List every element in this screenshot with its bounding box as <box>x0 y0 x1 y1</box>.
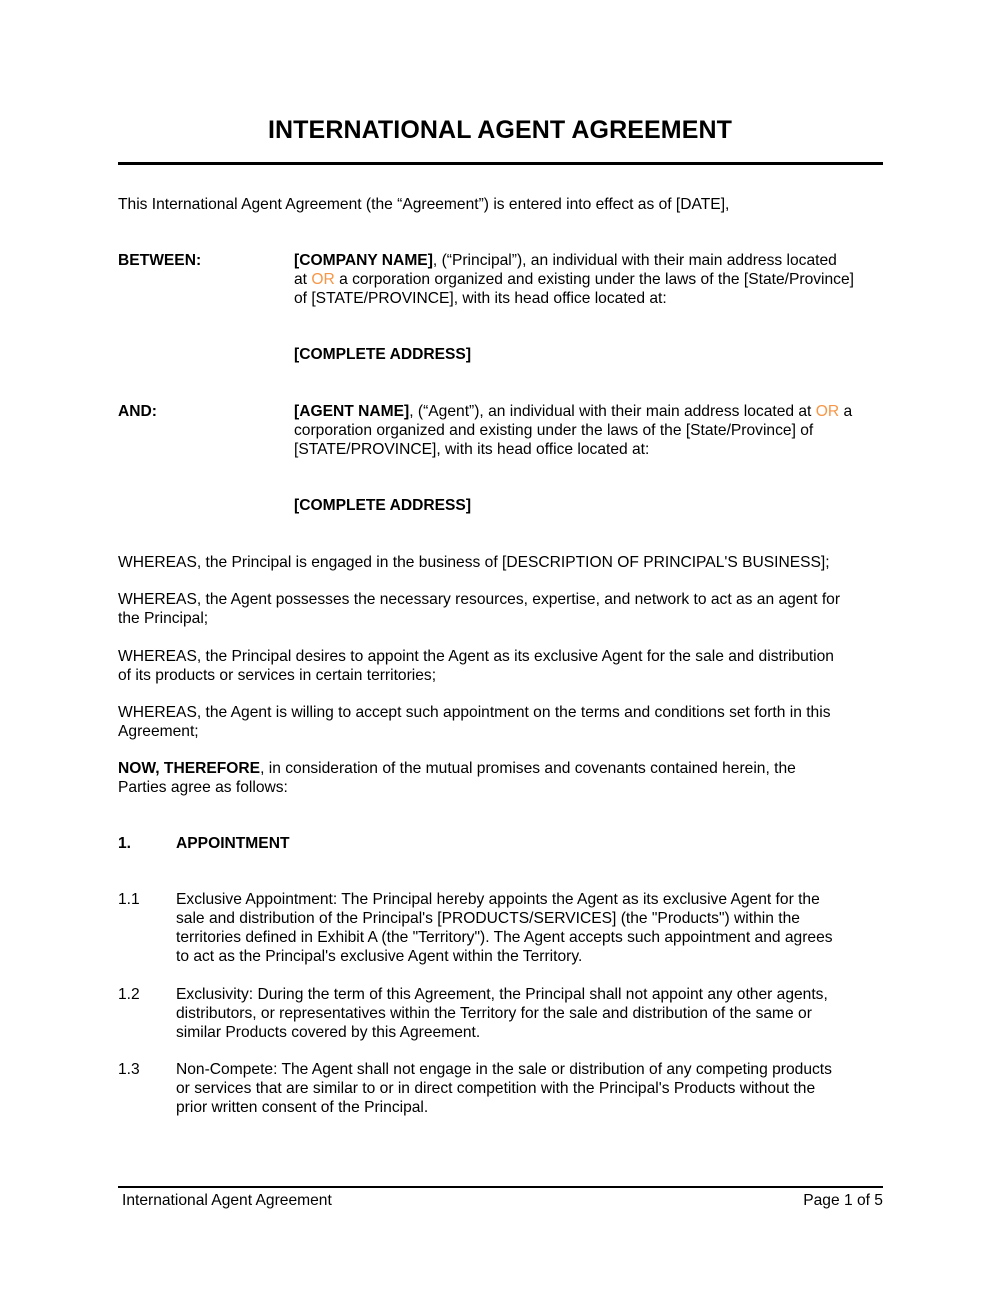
party-line: [STATE/PROVINCE], with its head office located at: <box>294 441 650 458</box>
clause-line: Exclusive Appointment: The Principal hereby appoints the Agent as its exclusive Agent for the <box>176 891 820 908</box>
party-name: [AGENT NAME] <box>294 403 410 420</box>
footer-divider <box>118 1186 883 1188</box>
clause-line: similar Products covered by this Agreement. <box>176 1024 481 1041</box>
clause-line: sale and distribution of the Principal's [PRODUCTS/SERVICES] (the "Products") within the <box>176 910 800 927</box>
clause-line: Non-Compete: The Agent shall not engage in the sale or distribution of any competing products <box>176 1061 832 1078</box>
section-number: 1. <box>118 835 132 852</box>
party-address: [COMPLETE ADDRESS] <box>294 497 472 514</box>
clause-number: 1.3 <box>118 1061 140 1078</box>
or-placeholder: OR <box>815 403 840 420</box>
recital-line: Agreement; <box>118 723 199 740</box>
party-line: [AGENT NAME], (“Agent”), an individual with their main address located at OR a <box>294 403 853 420</box>
clause-number: 1.2 <box>118 986 140 1003</box>
footer-document-name: International Agent Agreement <box>122 1192 332 1209</box>
recital-line: WHEREAS, the Agent is willing to accept such appointment on the terms and conditions set forth in this <box>118 704 831 721</box>
party-line: [COMPANY NAME], (“Principal”), an individual with their main address located <box>294 252 837 269</box>
party-name: [COMPANY NAME] <box>294 252 433 269</box>
party-line: of [STATE/PROVINCE], with its head office located at: <box>294 290 667 307</box>
recital-line: WHEREAS, the Principal desires to appoint the Agent as its exclusive Agent for the sale and distribution <box>118 648 834 665</box>
page-number: Page 1 of 5 <box>803 1192 883 1209</box>
title-divider <box>118 162 883 165</box>
clause-line: distributors, or representatives within the Territory for the sale and distribution of the same or <box>176 1005 812 1022</box>
clause-number: 1.1 <box>118 891 140 908</box>
clause-line: prior written consent of the Principal. <box>176 1099 429 1116</box>
clause-line: territories defined in Exhibit A (the "Territory"). The Agent accepts such appointment and agrees <box>176 929 833 946</box>
clause-line: to act as the Principal's exclusive Agent within the Territory. <box>176 948 583 965</box>
party-line: at OR a corporation organized and existing under the laws of the [State/Province] <box>294 271 854 288</box>
party-address: [COMPLETE ADDRESS] <box>294 346 472 363</box>
document-title: INTERNATIONAL AGENT AGREEMENT <box>267 116 732 144</box>
recital-line: of its products or services in certain territories; <box>118 667 437 684</box>
recital-line: the Principal; <box>118 610 209 627</box>
clause-line: or services that are similar to or in direct competition with the Principal's Products without the <box>176 1080 816 1097</box>
party-label: AND: <box>118 403 157 420</box>
party-label: BETWEEN: <box>118 252 202 269</box>
intro-paragraph: This International Agent Agreement (the “Agreement”) is entered into effect as of [DATE], <box>118 196 730 213</box>
now-therefore-bold: NOW, THEREFORE <box>118 760 261 777</box>
clause-line: Exclusivity: During the term of this Agreement, the Principal shall not appoint any other agents, <box>176 986 828 1003</box>
recital-line: WHEREAS, the Agent possesses the necessary resources, expertise, and network to act as an agent for <box>118 591 841 608</box>
section-heading: APPOINTMENT <box>176 835 290 852</box>
or-placeholder: OR <box>311 271 335 288</box>
party-line: corporation organized and existing under the laws of the [State/Province] of <box>294 422 814 439</box>
recital-line: WHEREAS, the Principal is engaged in the business of [DESCRIPTION OF PRINCIPAL'S BUSINESS]; <box>118 554 830 571</box>
